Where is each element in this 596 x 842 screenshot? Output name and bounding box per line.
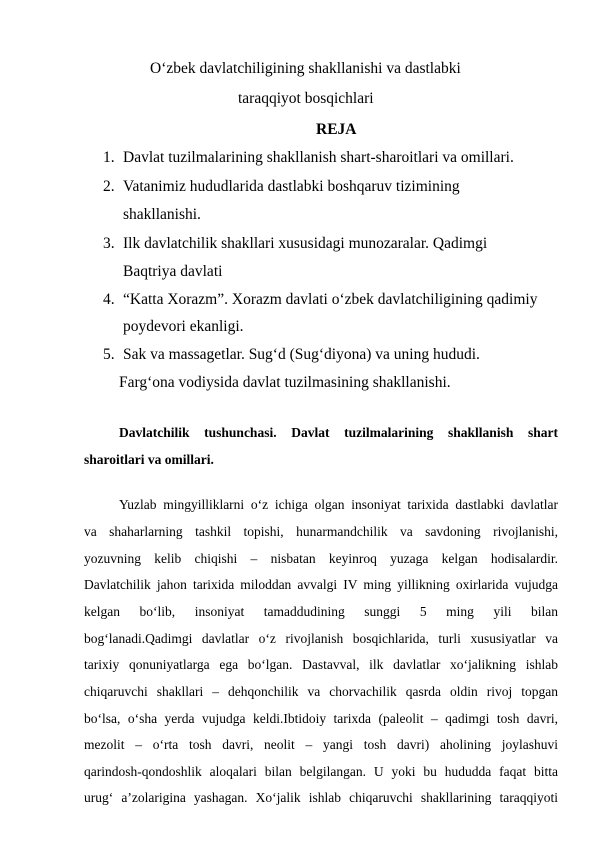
plan-item-number: 5. [103,346,115,363]
paragraph-line: yozuvning kelib chiqishi – nisbatan keyinroq yuzaga kelgan hodisalardir. [84,551,558,566]
plan-item-text: poydevori ekanligi. [123,318,244,335]
paragraph-line: urug‘ a’zolarigina yashagan. Xo‘jalik ishlab chiqaruvchi shakllarining taraqqiyoti [84,790,558,805]
plan-item-number: 1. [103,149,115,166]
plan-item-text: Sak va massagetlar. Sug‘d (Sug‘diyona) va uning hududi. [123,346,480,363]
paragraph-line: chiqaruvchi shakllari – dehqonchilik va chorvachilik qasrda oldin rivoj topgan [84,684,558,699]
plan-heading: REJA [316,121,357,138]
section-heading-line-2: sharoitlari va omillari. [84,452,214,467]
paragraph-line: qarindosh-qondoshlik aloqalari bilan belgilangan. U yoki bu hududda faqat bitta [84,764,558,779]
paragraph-line: kelgan bo‘lib, insoniyat tamaddudining sunggi 5 ming yili bilan [84,604,558,619]
paragraph-line: Davlatchilik jahon tarixida miloddan avvalgi IV ming yillikning oxirlarida vujudga [84,577,558,592]
plan-item-number: 3. [103,235,115,252]
plan-item-text: “Katta Xorazm”. Xorazm davlati o‘zbek davlatchiligining qadimiy [123,291,538,308]
plan-item-text: shakllanishi. [123,206,201,223]
plan-item-number: 2. [103,178,115,195]
paragraph-line: Yuzlab mingyilliklarni o‘z ichiga olgan insoniyat tarixida dastlabki davlatlar [119,497,558,512]
paragraph-line: mezolit – o‘rta tosh davri, neolit – yangi tosh davri) aholining joylashuvi [84,737,558,752]
paragraph-line: va shaharlarning tashkil topishi, hunarmandchilik va savdoning rivojlanishi, [84,524,558,539]
plan-item-text: Davlat tuzilmalarining shakllanish shart-sharoitlari va omillari. [123,149,514,166]
document-title-line-2: taraqqiyot bosqichlari [238,90,374,107]
plan-item-text: Vatanimiz hududlarida dastlabki boshqaruv tizimining [123,178,460,195]
plan-item-number: 4. [103,291,115,308]
plan-item-text: Farg‘ona vodiysida davlat tuzilmasining shakllanishi. [119,374,451,391]
section-heading-line-1: Davlatchilik tushunchasi. Davlat tuzilmalarining shakllanish shart [119,425,558,440]
paragraph-line: bo‘lsa, o‘sha yerda vujudga keldi.Ibtidoiy tarixda (paleolit – qadimgi tosh davri, [84,711,558,726]
paragraph-line: tarixiy qonuniyatlarga ega bo‘lgan. Dastavval, ilk davlatlar xo‘jalikning ishlab [84,657,558,672]
plan-item-text: Ilk davlatchilik shakllari xususidagi munozaralar. Qadimgi [123,235,488,252]
document-title-line-1: O‘zbek davlatchiligining shakllanishi va dastlabki [150,60,461,77]
paragraph-line: bog‘lanadi.Qadimgi davlatlar o‘z rivojlanish bosqichlarida, turli xususiyatlar va [84,631,558,646]
plan-item-text: Baqtriya davlati [123,263,223,280]
